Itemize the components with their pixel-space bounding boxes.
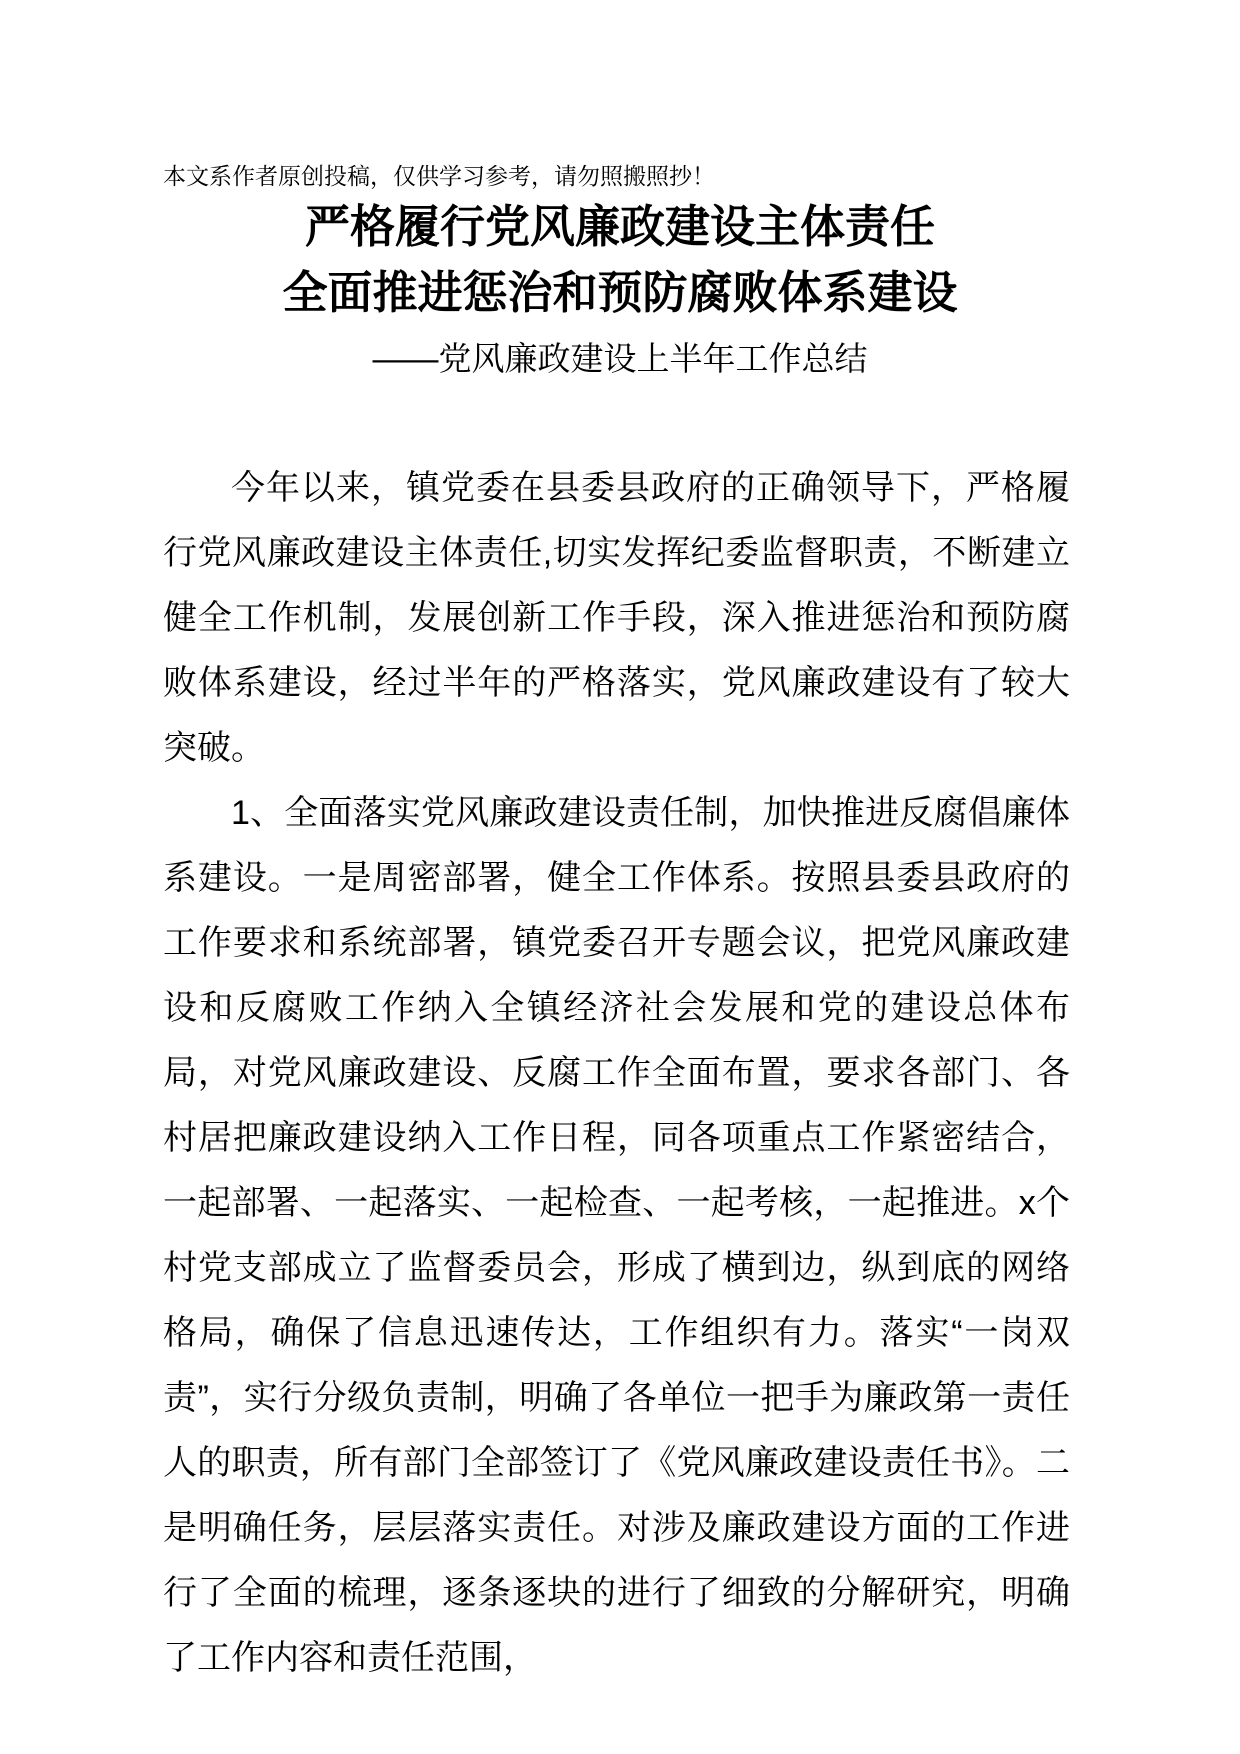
title-line-1: 严格履行党风廉政建设主体责任	[304, 201, 935, 252]
body-paragraph-1: 今年以来，镇党委在县委县政府的正确领导下，严格履行党风廉政建设主体责任,切实发挥纪委监督职责，不断建立健全工作机制，发展创新工作手段，深入推进惩治和预防腐败体系建设，经过半年的严格落实，党风廉政建设有了较大突破。	[163, 469, 1070, 767]
title-line-2: 全面推进惩治和预防腐败体系建设	[282, 267, 958, 318]
document-body	[163, 456, 1070, 1691]
disclaimer-text: 本文系作者原创投稿，仅供学习参考，请勿照搬照抄！	[163, 163, 715, 189]
document-subtitle: ——党风廉政建设上半年工作总结	[372, 340, 868, 377]
body-paragraph-2: 1、全面落实党风廉政建设责任制，加快推进反腐倡廉体系建设。一是周密部署，健全工作体系。按照县委县政府的工作要求和系统部署，镇党委召开专题会议，把党风廉政建设和反腐败工作纳入全镇经济社会发展和党的建设总体布局，对党风廉政建设、反腐工作全面布置，要求各部门、各村居把廉政建设纳入工作日程，同各项重点工作紧密结合，一起部署、一起落实、一起检查、一起考核，一起推进。x个村党支部成立了监督委员会，形成了横到边，纵到底的网络格局，确保了信息迅速传达，工作组织有力。落实“一岗双责”，实行分级负责制，明确了各单位一把手为廉政第一责任人的职责，所有部门全部签订了《党风廉政建设责任书》。二是明确任务，层层落实责任。对涉及廉政建设方面的工作进行了全面的梳理，逐条逐块的进行了细致的分解研究，明确了工作内容和责任范围，	[163, 794, 1070, 1677]
document-title	[40, 194, 1200, 326]
